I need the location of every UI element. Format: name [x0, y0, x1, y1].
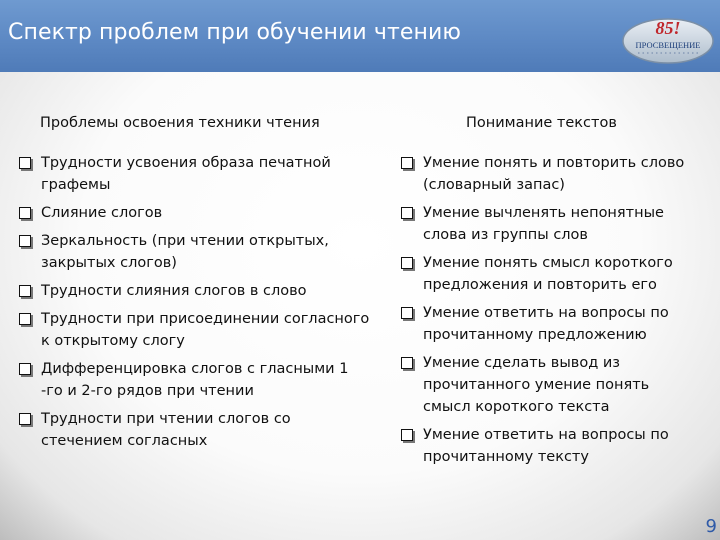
checkbox-bullet-icon — [401, 429, 413, 441]
checkbox-bullet-icon — [19, 313, 31, 325]
list-item — [19, 230, 371, 274]
checkbox-bullet-icon — [401, 157, 413, 169]
checkbox-bullet-icon — [401, 357, 413, 369]
list-item-text: Умение понять и повторить слово (словарный запас) — [423, 155, 685, 193]
list-item — [19, 202, 371, 224]
list-item — [401, 424, 701, 468]
title-bar — [0, 0, 720, 72]
list-item — [401, 352, 701, 418]
list-item-text: Зеркальность (при чтении открытых, закрытых слогов) — [41, 233, 329, 271]
checkbox-bullet-icon — [401, 307, 413, 319]
list-item — [19, 408, 371, 452]
list-item-text: Трудности при присоединении согласного к открытому слогу — [41, 311, 370, 349]
reading-technique-problems-list — [19, 152, 371, 458]
list-item — [19, 358, 371, 402]
list-item-text: Трудности усвоения образа печатной графемы — [41, 155, 331, 193]
slide-title: Спектр проблем при обучении чтению — [8, 20, 462, 45]
text-comprehension-list — [401, 152, 701, 474]
svg-text:ПРОСВЕЩЕНИЕ: ПРОСВЕЩЕНИЕ — [635, 40, 701, 50]
list-item — [19, 308, 371, 352]
list-item — [401, 252, 701, 296]
checkbox-bullet-icon — [19, 207, 31, 219]
checkbox-bullet-icon — [401, 257, 413, 269]
checkbox-bullet-icon — [19, 235, 31, 247]
checkbox-bullet-icon — [19, 363, 31, 375]
page-number: 9 — [705, 516, 717, 537]
right-column-heading: Понимание текстов — [466, 115, 617, 131]
checkbox-bullet-icon — [401, 207, 413, 219]
list-item — [19, 280, 371, 302]
list-item-text: Умение понять смысл короткого предложения и повторить его — [423, 255, 673, 293]
checkbox-bullet-icon — [19, 157, 31, 169]
list-item — [401, 202, 701, 246]
checkbox-bullet-icon — [19, 413, 31, 425]
checkbox-bullet-icon — [19, 285, 31, 297]
list-item-text: Трудности при чтении слогов со стечением согласных — [41, 411, 291, 449]
list-item-text: Трудности слияния слогов в слово — [41, 283, 307, 299]
svg-text:85!: 85! — [655, 18, 681, 38]
left-column-heading: Проблемы освоения техники чтения — [40, 115, 320, 131]
publisher-logo — [618, 8, 718, 66]
list-item-text: Умение вычленять непонятные слова из группы слов — [423, 205, 664, 243]
list-item-text: Слияние слогов — [41, 205, 163, 221]
list-item-text: Дифференцировка слогов с гласными 1 -го и 2-го рядов при чтении — [41, 361, 349, 399]
list-item — [401, 302, 701, 346]
list-item-text: Умение сделать вывод из прочитанного умение понять смысл короткого текста — [423, 355, 650, 415]
list-item — [19, 152, 371, 196]
list-item — [401, 152, 701, 196]
list-item-text: Умение ответить на вопросы по прочитанному предложению — [423, 305, 669, 343]
list-item-text: Умение ответить на вопросы по прочитанному тексту — [423, 427, 669, 465]
